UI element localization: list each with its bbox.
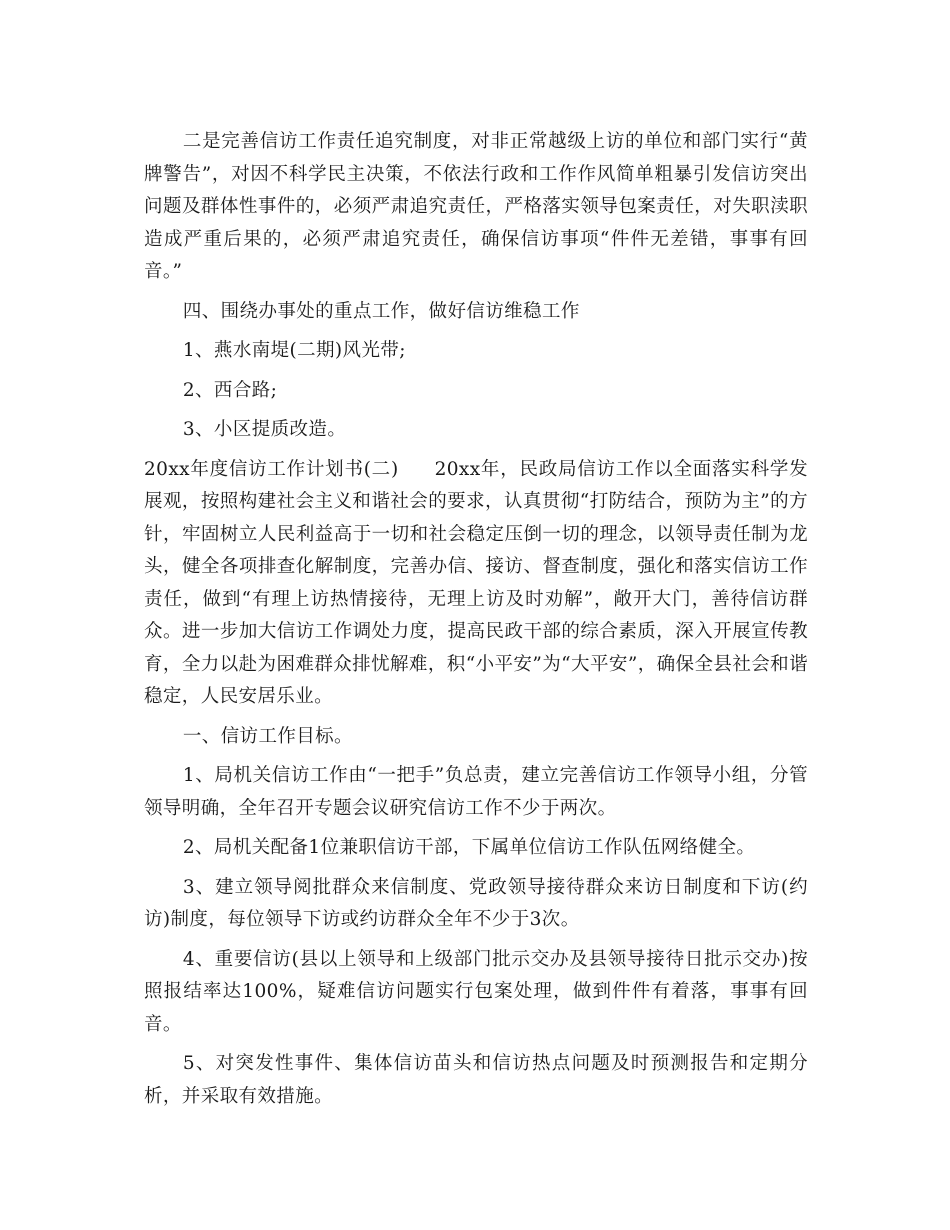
document-page [144, 126, 808, 1120]
goal-item-2: 2、局机关配备1位兼职信访干部，下属单位信访工作队伍网络健全。 [182, 837, 756, 858]
paragraph-responsibility: 二是完善信访工作责任追究制度，对非正常越级上访的单位和部门实行“黄牌警告”，对因不科学民主决策，不依法行政和工作作风简单粗暴引发信访突出问题及群体性事件的，必须严肃追究责任，严格落实领导包案责任，对失职渎职造成严重后果的，必须严肃追究责任，确保信访事项“件件无差错，事事有回音。” [144, 131, 808, 282]
goal-item-4: 4、重要信访(县以上领导和上级部门批示交办及县领导接待日批示交办)按照报结率达100%，疑难信访问题实行包案处理，做到件件有着落，事事有回音。 [144, 948, 808, 1035]
goals-heading: 一、信访工作目标。 [182, 725, 353, 747]
goal-item-3: 3、建立领导阅批群众来信制度、党政领导接待群众来访日制度和下访(约访)制度，每位领导下访或约访群众全年不少于3次。 [144, 876, 808, 930]
list-item-2: 2、西合路; [182, 379, 278, 401]
goal-item-1: 1、局机关信访工作由“一把手”负总责，建立完善信访工作领导小组，分管领导明确，全年召开专题会议研究信访工作不少于两次。 [144, 765, 808, 819]
section-paragraph [144, 454, 808, 714]
section-intro: 20xx年，民政局信访工作以全面落实科学发展观，按照构建社会主义和谐社会的要求，认真贯彻“打防结合，预防为主”的方针，牢固树立人民利益高于一切和社会稳定压倒一切的理念，以领导责任制为龙头，健全各项排查化解制度，完善办信、接访、督查制度，强化和落实信访工作责任，做到“有理上访热情接待，无理上访及时劝解”，敞开大门，善待信访群众。进一步加大信访工作调处力度，提高民政干部的综合素质，深入开展宣传教育，全力以赴为困难群众排忧解难，积“小平安”为“大平安”，确保全县社会和谐稳定，人民安居乐业。 [144, 458, 808, 707]
goal-item-5: 5、对突发性事件、集体信访苗头和信访热点问题及时预测报告和定期分析，并采取有效措施。 [144, 1053, 808, 1107]
section-title: 20xx年度信访工作计划书(二) [144, 458, 399, 480]
list-item-1: 1、燕水南堤(二期)风光带; [182, 340, 406, 361]
paragraph-heading-four: 四、围绕办事处的重点工作，做好信访维稳工作 [182, 300, 580, 322]
list-item-3: 3、小区提质改造。 [182, 419, 347, 440]
